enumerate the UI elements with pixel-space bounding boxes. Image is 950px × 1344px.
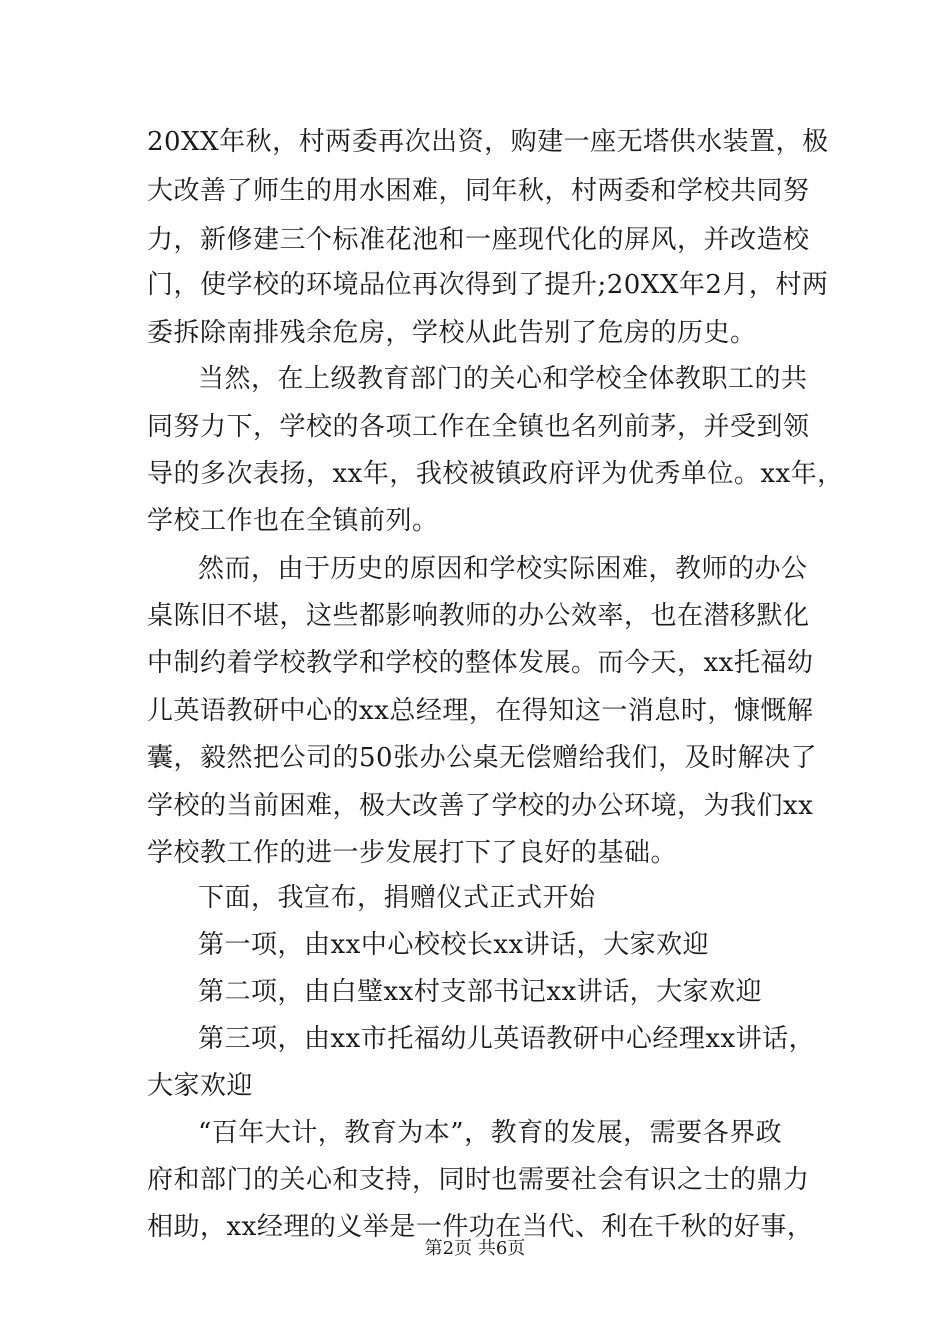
text-line: 学校教工作的进一步发展打下了良好的基础。 [147, 838, 678, 868]
agenda-item: 第三项，由xx市托福幼儿英语教研中心经理xx讲话， [198, 1024, 816, 1054]
text-line: 门，使学校的环境品位再次得到了提升;20XX年2月，村两 [147, 270, 829, 300]
text-line: 府和部门的关心和支持，同时也需要社会有识之士的鼎力 [147, 1165, 810, 1195]
page-footer: 第2页 共6页 [424, 1238, 526, 1259]
text-line: 中制约着学校教学和学校的整体发展。而今天，xx托福幼 [147, 648, 814, 678]
text-line: 同努力下，学校的各项工作在全镇也名列前茅，并受到领 [147, 412, 810, 442]
text-line: 桌陈旧不堪，这些都影响教师的办公效率，也在潜移默化 [147, 601, 810, 631]
text-line: 20XX年秋，村两委再次出资，购建一座无塔供水装置，极 [147, 127, 829, 157]
paragraph-start: 然而，由于历史的原因和学校实际困难，教师的办公 [198, 554, 808, 584]
text-line: 囊，毅然把公司的50张办公桌无偿赠给我们，及时解决了 [147, 743, 818, 773]
paragraph-start: “百年大计，教育为本”，教育的发展，需要各界政 [198, 1118, 783, 1148]
text-line: 导的多次表扬，xx年，我校被镇政府评为优秀单位。xx年， [147, 459, 844, 489]
text-line: 委拆除南排残余危房，学校从此告别了危房的历史。 [147, 318, 757, 348]
agenda-item: 第二项，由白璧xx村支部书记xx讲话，大家欢迎 [198, 977, 763, 1007]
text-line: 大改善了师生的用水困难，同年秋，村两委和学校共同努 [147, 176, 810, 206]
text-line: 学校的当前困难，极大改善了学校的办公环境，为我们xx [147, 791, 814, 821]
paragraph-start: 当然，在上级教育部门的关心和学校全体教职工的共 [198, 364, 808, 394]
text-line: 相助，xx经理的义举是一件功在当代、利在千秋的好事， [147, 1212, 814, 1242]
agenda-item: 第一项，由xx中心校校长xx讲话，大家欢迎 [198, 930, 710, 960]
text-line: 儿英语教研中心的xx总经理，在得知这一消息时，慷慨解 [147, 696, 814, 726]
text-line: 学校工作也在全镇前列。 [147, 506, 439, 536]
paragraph-start: 下面，我宣布，捐赠仪式正式开始 [198, 883, 596, 913]
text-line: 大家欢迎 [147, 1071, 254, 1101]
text-line: 力，新修建三个标准花池和一座现代化的屏风，并改造校 [147, 225, 810, 255]
